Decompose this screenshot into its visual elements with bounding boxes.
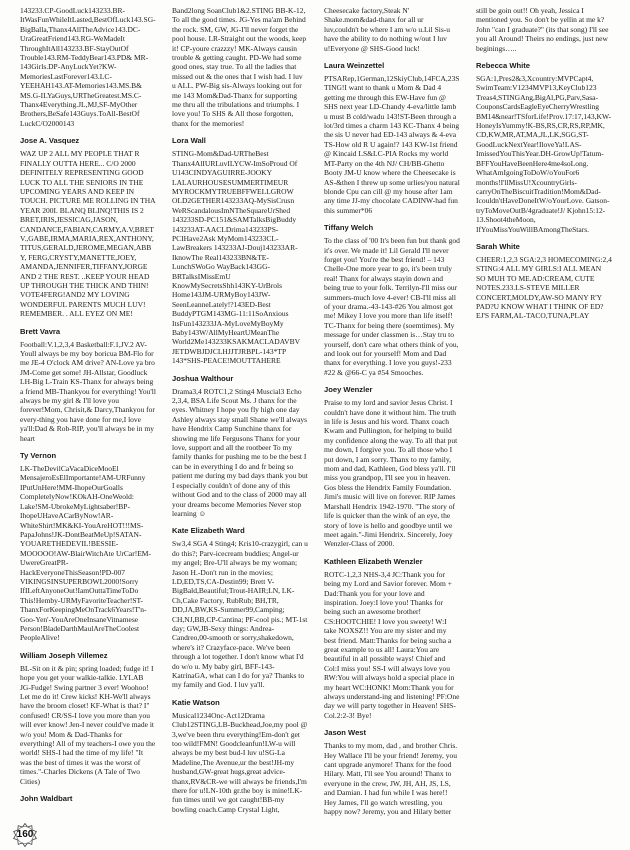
student-name: Rebecca White [476, 61, 531, 71]
tribute-text: Musical1234Onc-Act12Drama Club12STING,LB-Buckhead,Joe,my pool @ 3,we've been thru everything!Em-don't get too wild!FMN! Goodcleanfun!LW-u will always be my best bud-I luv u!SG-La Madeline,The Avenue,ur the best!JH-my husband,GW-great hugs,great advice-thanx,RV&CR-we will always be friends,I'm there for u!LN-10th gr.the boy is mine!LK-fun times until we got caught!BB-my bowling coach.Camp Crystal Light, Cheesecake factory,Steak N' Shake.mom&dad-thanx for all ur luv,couldn't be where I am w/o u.Lil Sis-u have the ability to do nothing w/out I luv u!Everyone @ SHS-Good luck! [172, 6, 451, 814]
tribute-columns [20, 6, 612, 822]
tribute-entry [476, 61, 612, 234]
tribute-entry [20, 6, 156, 128]
student-name: Katie Watson [172, 697, 220, 707]
tribute-text: STING-Mom&Dad-URTheBest Thanx4AlIURLuvILYCW-ImSoProud Of U143CINDYAGUIRRE-JOOKY LALAURHOUSESUMMERTIMEUR MYROCKMYTRUEBFFWELLGROW OLD2GETHER143233AQ-MySisCrusn WeRScandalousImNTheSquareUrShed 143233SD-PC151&SAMTalksBigBuddy 143233AT-AACLDrima143233PS-PCIHave2Ask MyMom143233CL-LawBreakers 143233AJ-Douj143233AR-IknowThe Real143233BN&TE-LunchSWoGo WayBack143GG-BRTalksIMissEmU KnowMySecretsShh143KY-UrBrols Home143JM-URMyBoy143JW-SeenLeanneLately!?143ED-Best BuddyPTGM143MG-11:11SoAnxious ItsFun143233JA-MyLoveMyBoyMy Baby143W/AllMyHeartUMeanThe World2Me143233KSAKMACLADAVBV JETDWBJDJCLHJJTJRBPL-143*TP 143*SHS-PEACE!MOUTTAHERE [172, 149, 300, 366]
student-name: Brett Vavra [20, 326, 61, 336]
tribute-text: 143233.CP-GoodLuck143233.BR-ItWasFunWhileItLasted,BestOfLuck143.SG-BigBalla,Thanx4AllTheAdvice143.DC-UraGreatFriend143.RG-WeMadeIt ThroughItAll143233.BF-StayOutOf Trouble143.RM-TeddyBear143.PD& MR-143Girls.DP-AnyLuckYet?KW-MemoriesLastForever143.LC-YEEHAH143.AT-Memories143.MS.B& MS.G-ILYaGuys,URTheGreatest.MS.C-Thanx4Everything.JL,MJ,SF-MyOther Brothers,BeSafe143Guys.ToAll-BestOf LuckC/O2000143 [20, 6, 156, 128]
student-name: Joey Wenzler [324, 385, 373, 395]
student-name: Kathleen Elizabeth Wenzler [324, 556, 423, 566]
tribute-text: Drama3,4 ROTC1,2 Sting4 Muscial3 Echo 2,3,4, BSA Life Scout Ms. J thanx for the eyes. Whitney I hope you fly high one day Ashley always stay small Shane we'll always have Hendrix Camp Sunchine thanx for showing me life Fergusons Thanx for your love, support and all the rootbeer To my family thanks for pushing me to be the best I can be in everything I do and fr being so patient me during my bad days thank you but I especially couldn't of done any of this without God and to the class of 2000 may all your dreams become Memories Never stop learning ☺ [172, 386, 308, 518]
tribute-text: LK-TheDevilCaVacaDiceMooEl MensajeroEsElImportante!AM-URFunny IPutUnHere!MM-IhopeOurGoalls CompletelyNow!KOkAH-OneWeold: Lake!SM-UbrokeMyLightsaber!BP-IhopeUHaveACarByNow!AR-WhiteShirt!MK&KI-YouAreHOT!!!MS-PapaJohns!JK-DontBeatMeUp!SATAN-YOUARETHEDEVIL!BESSIE-MOOOOO!AW-BlairWitchAte UrCar!EM-UwereGreatPR-HackEveryoneThisSeason!PD-007 VIKINGSINSUPERBOWL2000!Sorry IfILeftAnyoneOut!IamOuttaTimeToDo This!Hemby-URMyFavoriteTeacher!ST-ThanxForKeepingMeOnTrack6Years!T'n-Goo-Yen'-YouAreOneInsaneVitnamese Person!BladeDarthMaulAreTheCoolest PeopleAlive! [20, 464, 151, 643]
student-name: Lora Wall [172, 136, 206, 146]
tribute-entry [324, 61, 460, 215]
tribute-entry [324, 385, 460, 549]
tribute-entry [20, 451, 156, 643]
tribute-text: Praise to my lord and savior Jesus Christ. I couldn't have done it without him. The truth in life is Jesus and his word. Thanx coach Kwam and Pullington, for helping to build my confidence along the way. To all that put me down, I forgive you. To all those who I put down, I am sorry. Thanx to my family, mom and dad, Kathleen, God bless ya'll. I'll miss you grandpop, I'll see you in heaven. Gos bless the Hendrix Family Foundation. Jimi's music will live on forever. RIP James Marshall Hendrix 1942-1970. "The story of life is quicker than the wink of an eye, the story of love is hello and goodbye until we meet again."-Jimi Hendrix. Sincerely, Joey Wenzler-Class of 2000. [324, 398, 458, 549]
tribute-entry [20, 651, 156, 786]
student-name: Laura Weinzettel [324, 61, 385, 71]
student-name: Ty Vernon [20, 451, 57, 461]
page-number: 160 [16, 829, 34, 840]
tribute-text: Football:V.1,2,3,4 Basketball:F.1,JV.2 AV-Youll always be my boy boricua BM-Flo for me JE-4 O'clock AM drive? AN-Love ya bro JM-Come get some! JH-Allstar, Goodluck LH-Big L-Train KS-Thanx for always being a friend MB-Thankyou for everything! You'll always be my girl & I'll love you forever!Mom, Chrisit,& Darcy,Thankyou for every-thing you have done for me,I love ya'll:Dad & Rob-RIP, you'll always be in my heart [20, 339, 156, 443]
tribute-entry [324, 557, 460, 721]
tribute-entry [324, 223, 460, 377]
tribute-text: Thanks to my mom, dad , and brother Chris. Hey Wallace I'll be your friend! Jeremy, you cant upgrade anymore! Thanx for the food Hilary. Matt, I'll see You around! Thanx to everyone in the crew, JW, JH, AH, JS, LS, and Damian. I had fun while I was here!! Hey James, I'll go watch wrestling, you happy now? Jeremy, you and Hilary better still be goin out!! Oh yeah, Jessica I mentioned you. So don't be yellin at me k? John "can I graduate?" (its that song) I'll see you all Around! Theirs no endings, just new beginings….. [324, 6, 609, 817]
tribute-text: SGA:1,Pres2&3,Xcountry:MVPCapt4, SwimTeam:V1234MVP13,KeyClub123 Treas4,STINGAng,BigAl,PG,Parv,Sasa-CouponsCardsEagleEyeCherryWrestling BM14&near!TSforLife!Prov.17:17,143,KW-HoneyIsYummy!K-BS,RS,CR,RS,RP,MK, CD,KW,MR,AT,MA,JL,LK,SGG,ST-GoodLuckNextYear!IloveYa!LAS-ImissedYouThisYear.DH-GrowUp!Tatum-BFFYouHaveBeenHere4me4soLong. WhatAmIgoingToDoW/oYouFor6 months!I'llMissU!XcountryGirls-carryOnTheBiscuitTradition!Mom&Dad-Icouldn'tHaveDoneItW/oYourLove. Gatson-tryToMoveOutB/4graduate!J/ Kjohn15:12-13.Shoot4theMoon, IfYouMissYouWillBAmongTheStars. [476, 74, 612, 234]
tribute-entry [20, 136, 156, 318]
student-name: Jose A. Vasquez [20, 136, 80, 146]
page-number-badge [12, 822, 38, 848]
tribute-text: To the class of '00 It's been fun but thank god it's over. We made it! Lil Gerald I'll never forget you! You're the best friend! – 143 Chelle-One more year to go, it's been truly real! Thanx for always stayin down and being true to your folk. Terrilyn-I'll miss our summers-much love 4-ever! CB-I'll miss all of your drama.-43-143-#26 You almost got me! Mikey I love you more than life itself! TC-Thanx for being there (soemtimes). My message for under classmen is…Stay tru to yourself, don't care what others think of you, and look out for yourself! Mom and Dad thanx for everything. I love you guys!-233 #22 & @66-C ya #54 Smooches. [324, 236, 460, 377]
student-name: Jason West [324, 728, 367, 738]
student-name: Sarah White [476, 241, 520, 251]
tribute-entry [476, 242, 612, 321]
student-name: William Joseph Villemez [20, 650, 108, 660]
tribute-entry [172, 374, 308, 519]
tribute-text: ROTC-1,2,3 NHS-3,4 JC:Thank you for being my Lord and Savior forever. Mom + Dad:Thank you for your love and inspiration. Joey:I love you! Thanks for being such an awesome brother! CS:HOOTCHIE! I love you sweety! W:I take NOXSZ!! You are my sister and my best friend. Matt:Thanks for being sucha a great example to us all! Laura:You are beautiful in all possible ways! Chief and Col:I miss you! SS-I will always love you RW:You will always hold a special place in my heart WC:HONK! Mom:Thank you for always understand-ing and listening! PF:One day we will party together in Heaven! SHS-Col.2:2-3! Bye! [324, 569, 460, 720]
student-name: Joshua Walthour [172, 373, 234, 383]
tribute-entry [172, 136, 308, 365]
tribute-text: Sw3,4 SGA 4 Sting4; Kris10-crazygirl, can u do this?; Parv-icecream buddies; Angel-ur my angel; Bre-U'll always be my woman; Jason H.-Don't run in the movies; LD,ED,TS,CA-Destin99; Brett V-BigBald,Beautiful;Trout-HAIR;LN, LK-Ch,Cake Factory, RubRub; BH,TR, DD,JA,BW,KS-Summer99,Camping; CH,NJ,BB,CP-Cantina; PF-cool pis.; MT-1st day; GW,JB-Sexy things: Andrea-Candreo,00-smooth or sorry,shakedown, where's it? Crazyface-pace. We've been through a lot together. I don't know what I'd do w/o u. My baby girl, BFF-143-KatrinaGA, what can I do for ya? Thanks to my family and God. I luv ya'll. [172, 539, 308, 690]
tribute-text: Band2long SoanClub1&2.STING BB-K-12, To all the good times. JG-Yes ma'am Behind the rock. SM, GW, JG-I'll never forget the pool house. LR-Straight out the woods, keep it! CP-youre crazzzy! MK-Always causin trouble & getting caught. PD-We had some good ones, stay true. To all the ladies that missed out & the ones that I wish had. I luv u ALL. PW-Big sis-Always looking out for me 143 Mom&Dad-Thanx for supporting me thru all the tribulations and triumphs. I love you! To SHS & All those forgotten, thanx for the memories! [172, 6, 307, 128]
tribute-text: BL-Sit on it & pin; spring loaded; fudge it! I hope you get your walkie-talkie. LYLAB JG-Fudge! Swing partner 3 ever! Woohoo! Let me do it! Crew kicks! KH-We'll always have the broom closet! KF-What is that? I" confused! CR/SS-I love you more than you will ever know! Jen-I never could've made it w/o you! Mom & Dad-Thanks for everything! All of my teachers-I owe you the world! SHS-I had the time of my life! "It was the best of times it was the worst of times."-Charles Dickens (A Tale of Two Cities) [20, 663, 156, 786]
tribute-entry [172, 526, 308, 690]
student-name: Tiffany Welch [324, 223, 374, 233]
tribute-text: CHEER:1,2,3 SGA:2,3 HOMECOMING:2,4 STING:4 ALL MY GIRLS:I ALL MEAN SO MUH TO ME.AD:CREAM, CUTE NOTES.233.LS-STEVE MILLER CONCERT,MOLDY,AW-SO MANY R'Y PAD?U KNOW WHAT I THINK OF ED?EJ'S FARM,AL-TACO,TUNA,PLAY [476, 254, 612, 321]
student-name: John Waldbart [20, 794, 73, 804]
tribute-text: WAZ UP 2 ALL MY PEOPLE THAT R FINALLY OUTTA HERE... C/O 2000 DEFINITELY REPRESENTING GOOD LUCK TO ALL THE SENIORS IN THE UPCOMING YEARS AND KEEP IN TOUCH. PICTURE ME ROLLING IN THA YEAR 200I. BLANQ BLINQ!THIS IS 2 BRET,IRIS,JESSICAG,JASON, CANDANCE,FABIAN,CARMY,A.V,BRET V.,GABE,IRMA,MARIA,REX,ANTHONY, TITUS,GERALD,JEROME,MEGAN,ABBY, FERG,CRYSTY,MANETTE,JOEY, AMANDA,JENNIFER,TIFFANY,JORGE AND 2 THE REST. ..KEEP YOUR HEAD UP THROUGH THE THICK AND THIN! VOTE4FERG!AND2 MY LOVING WONDERFUL PARENTS MUCH LUV! REMEMBER. . ALL EYEZ ON ME! [20, 149, 156, 319]
student-name: Kate Elizabeth Ward [172, 526, 245, 536]
tribute-text: PTSARep,1German,12SkiyClub,14FCA,23STING!I want to thank u Mom & Dad 4 getting me through this EW-Have fun @ SHS next year LD-Chandy 4-eva/little lamb u must B cold/wadu 143!ST-Been through a lot/3rd times a charm 143 KC-Thanx 4 being the sis U never had ED-143 always & 4-eva TS-How old R U again!? 143 KW-1st friend @ Kincaid LS&LC-PIA Rocks my world MT-Party on the 4th NJ/ CH/BB-Ghetto Booty JM-U know where the Cheesecake is AS-&then I threw up some urlies/you natural blonde Cpu can cill @ my house after 1am any time JJ-my chocolate CADINW-had fun this summer*06 [324, 74, 460, 215]
tribute-entry [20, 327, 156, 443]
